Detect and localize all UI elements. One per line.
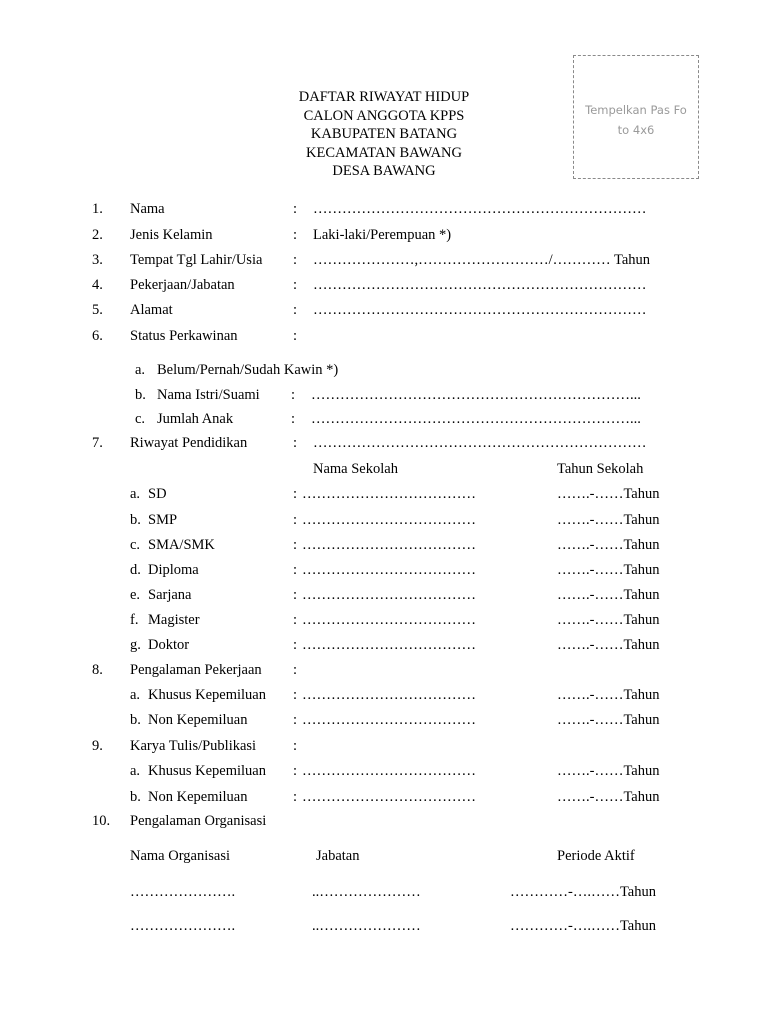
column-header-year: Tahun Sekolah — [557, 461, 644, 477]
fill-line: ……………………………… — [302, 537, 476, 553]
field-label-jenis-kelamin: Jenis Kelamin — [130, 227, 213, 243]
title-line-2: CALON ANGGOTA KPPS — [303, 107, 465, 124]
colon: : — [293, 537, 298, 553]
marital-option: Belum/Pernah/Sudah Kawin *) — [157, 362, 339, 378]
colon: : — [293, 302, 298, 318]
year-range: …….-……Tahun — [557, 637, 660, 653]
colon: : — [291, 411, 296, 427]
edu-letter: c. — [130, 537, 141, 553]
field-number: 10. — [92, 813, 111, 829]
year-range: …….-……Tahun — [557, 687, 660, 703]
field-label-alamat: Alamat — [130, 302, 173, 318]
field-number: 9. — [92, 738, 103, 754]
fill-line: ……………………………… — [302, 486, 476, 502]
colon: : — [291, 387, 296, 403]
fill-line: …………………………………………………………… — [313, 277, 647, 293]
sub-letter: b. — [135, 387, 146, 403]
fill-line: ……………………………… — [302, 687, 476, 703]
work-type: Non Kepemiluan — [148, 712, 248, 728]
colon: : — [293, 738, 298, 754]
title-line-3: KABUPATEN BATANG — [310, 126, 458, 142]
colon: : — [293, 252, 298, 268]
field-label-pekerjaan: Pekerjaan/Jabatan — [130, 277, 235, 293]
title-line-1: DAFTAR RIWAYAT HIDUP — [298, 89, 470, 105]
year-range: …….-……Tahun — [557, 763, 660, 779]
edu-level: Magister — [148, 612, 200, 628]
column-header-school: Nama Sekolah — [313, 461, 398, 477]
fill-line: …………………………………………………………... — [311, 411, 641, 427]
org-name-fill: …………………. — [130, 918, 236, 934]
year-range: …….-……Tahun — [557, 789, 660, 805]
colon: : — [293, 512, 298, 528]
org-period-fill: …………-….……Tahun — [510, 918, 656, 934]
org-period-fill: …………-….……Tahun — [510, 884, 656, 900]
photo-instruction-line-1: Tempelkan Pas Fo — [585, 103, 687, 117]
field-number: 4. — [92, 277, 103, 293]
field-label-status: Status Perkawinan — [130, 328, 238, 344]
field-label-pendidikan: Riwayat Pendidikan — [130, 435, 248, 451]
colon: : — [293, 201, 298, 217]
fill-line: ……………………………… — [302, 612, 476, 628]
colon: : — [293, 328, 298, 344]
publication-type: Khusus Kepemiluan — [148, 763, 266, 779]
photo-placeholder — [573, 55, 699, 179]
column-header-period: Periode Aktif — [557, 848, 635, 864]
field-value-ttl: …………………,………………………/………… Tahun — [313, 252, 651, 268]
spouse-label: Nama Istri/Suami — [157, 387, 260, 403]
field-label-pekerjaan-exp: Pengalaman Pekerjaan — [130, 662, 262, 678]
colon: : — [293, 637, 298, 653]
field-number: 6. — [92, 328, 103, 344]
colon: : — [293, 789, 298, 805]
org-position-fill: ..………………… — [312, 884, 421, 900]
colon: : — [293, 662, 298, 678]
sub-letter: b. — [130, 789, 141, 805]
colon: : — [293, 687, 298, 703]
colon: : — [293, 712, 298, 728]
field-number: 7. — [92, 435, 103, 451]
field-label-nama: Nama — [130, 201, 165, 217]
publication-type: Non Kepemiluan — [148, 789, 248, 805]
year-range: …….-……Tahun — [557, 612, 660, 628]
fill-line: …………………………………………………………... — [311, 387, 641, 403]
field-number: 2. — [92, 227, 103, 243]
fill-line: …………………………………………………………… — [313, 435, 647, 451]
edu-letter: g. — [130, 637, 141, 653]
edu-letter: e. — [130, 587, 141, 603]
fill-line: ……………………………… — [302, 712, 476, 728]
year-range: …….-……Tahun — [557, 587, 660, 603]
edu-level: SMA/SMK — [148, 537, 215, 553]
org-name-fill: …………………. — [130, 884, 236, 900]
field-label-ttl: Tempat Tgl Lahir/Usia — [130, 252, 263, 268]
work-type: Khusus Kepemiluan — [148, 687, 266, 703]
column-header-position: Jabatan — [316, 848, 360, 864]
sub-letter: a. — [135, 362, 146, 378]
year-range: …….-……Tahun — [557, 486, 660, 502]
fill-line: ……………………………… — [302, 637, 476, 653]
sub-letter: c. — [135, 411, 146, 427]
edu-level: Doktor — [148, 637, 190, 653]
title-line-4: KECAMATAN BAWANG — [306, 144, 462, 161]
colon: : — [293, 587, 298, 603]
edu-letter: f. — [130, 612, 139, 628]
fill-line: ……………………………… — [302, 789, 476, 805]
edu-letter: a. — [130, 486, 141, 502]
field-label-organisasi: Pengalaman Organisasi — [130, 813, 267, 829]
field-number: 1. — [92, 201, 103, 217]
photo-instruction — [574, 100, 698, 140]
edu-level: Diploma — [148, 562, 199, 578]
fill-line: …………………………………………………………… — [313, 302, 647, 318]
fill-line: ……………………………… — [302, 587, 476, 603]
edu-letter: d. — [130, 562, 141, 578]
edu-letter: b. — [130, 512, 141, 528]
year-range: …….-……Tahun — [557, 712, 660, 728]
title-line-5: DESA BAWANG — [332, 163, 436, 179]
fill-line: ……………………………… — [302, 562, 476, 578]
colon: : — [293, 486, 298, 502]
photo-instruction-line-2: to 4x6 — [617, 123, 655, 137]
field-label-publikasi: Karya Tulis/Publikasi — [130, 738, 257, 754]
year-range: …….-……Tahun — [557, 537, 660, 553]
column-header-org-name: Nama Organisasi — [130, 848, 230, 864]
fill-line: ……………………………… — [302, 763, 476, 779]
field-value-gender: Laki-laki/Perempuan *) — [313, 227, 452, 243]
colon: : — [293, 562, 298, 578]
colon: : — [293, 612, 298, 628]
org-position-fill: ..………………… — [312, 918, 421, 934]
document-title — [234, 88, 534, 181]
field-number: 3. — [92, 252, 103, 268]
field-number: 8. — [92, 662, 103, 678]
field-number: 5. — [92, 302, 103, 318]
children-label: Jumlah Anak — [157, 411, 234, 427]
sub-letter: a. — [130, 763, 141, 779]
edu-level: Sarjana — [148, 587, 192, 603]
fill-line: …………………………………………………………… — [313, 201, 647, 217]
year-range: …….-……Tahun — [557, 562, 660, 578]
colon: : — [293, 277, 298, 293]
sub-letter: b. — [130, 712, 141, 728]
edu-level: SMP — [148, 512, 178, 528]
colon: : — [293, 227, 298, 243]
colon: : — [293, 435, 298, 451]
year-range: …….-……Tahun — [557, 512, 660, 528]
edu-level: SD — [148, 486, 167, 502]
colon: : — [293, 763, 298, 779]
fill-line: ……………………………… — [302, 512, 476, 528]
sub-letter: a. — [130, 687, 141, 703]
